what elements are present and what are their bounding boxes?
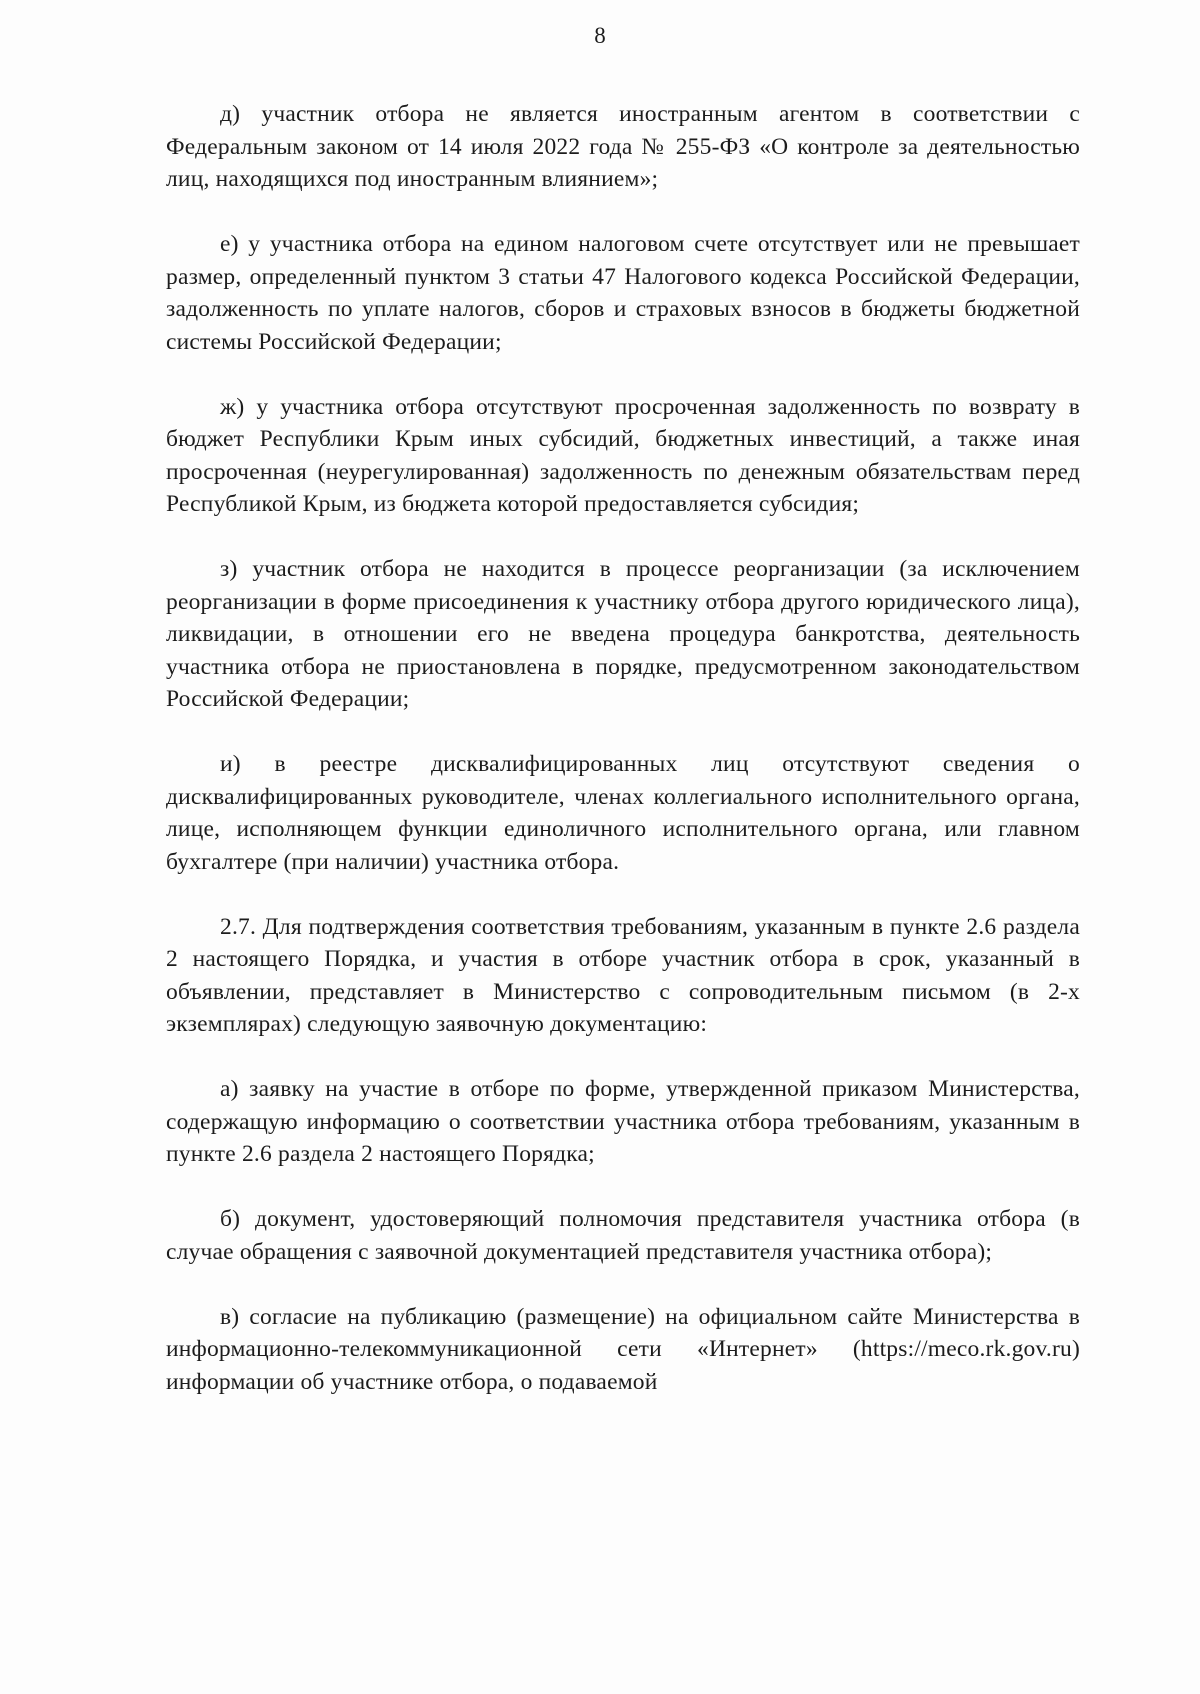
page-number: 8 — [594, 23, 606, 48]
paragraph-zh: ж) у участника отбора отсутствуют просроченная задолженность по возврату в бюджет Республики Крым иных субсидий, бюджетных инвестиций, а также иная просроченная (неурегулированная) задолженность по денежным обязательствам перед Республикой Крым, из бюджета которой предоставляется субсидия; — [166, 393, 1080, 517]
paragraph-i: и) в реестре дисквалифицированных лиц отсутствуют сведения о дисквалифицированных руководителе, членах коллегиального исполнительного органа, лице, исполняющем функции единоличного исполнительного органа, или главном бухгалтере (при наличии) участника отбора. — [166, 751, 1080, 875]
paragraph-z: з) участник отбора не находится в процессе реорганизации (за исключением реорганизации в форме присоединения к участнику отбора другого юридического лица), ликвидации, в отношении его не введена процедура банкротства, деятельность участника отбора не приостановлена в порядке, предусмотренном законодательством Российской Федерации; — [166, 556, 1080, 712]
paragraph-e: е) у участника отбора на едином налоговом счете отсутствует или не превышает размер, определенный пунктом 3 статьи 47 Налогового кодекса Российской Федерации, задолженность по уплате налогов, сборов и страховых взносов в бюджеты бюджетной системы Российской Федерации; — [166, 231, 1080, 355]
paragraph-d: д) участник отбора не является иностранным агентом в соответствии с Федеральным законом от 14 июля 2022 года № 255-ФЗ «О контроле за деятельностью лиц, находящихся под иностранным влиянием»; — [166, 101, 1080, 192]
document-body — [166, 98, 1080, 1398]
paragraph-b: б) документ, удостоверяющий полномочия представителя участника отбора (в случае обращения с заявочной документацией представителя участника отбора); — [166, 1206, 1080, 1265]
paragraph-a: а) заявку на участие в отборе по форме, утвержденной приказом Министерства, содержащую информацию о соответствии участника отбора требованиям, указанным в пункте 2.6 раздела 2 настоящего Порядка; — [166, 1076, 1080, 1167]
paragraph-v: в) согласие на публикацию (размещение) на официальном сайте Министерства в информационно-телекоммуникационной сети «Интернет» (https://meco.rk.gov.ru) информации об участнике отбора, о подаваемой — [166, 1303, 1080, 1395]
paragraph-2-7: 2.7. Для подтверждения соответствия требованиям, указанным в пункте 2.6 раздела 2 настоящего Порядка, и участия в отборе участник отбора в срок, указанный в объявлении, представляет в Министерство с сопроводительным письмом (в 2-х экземплярах) следующую заявочную документацию: — [166, 913, 1080, 1037]
